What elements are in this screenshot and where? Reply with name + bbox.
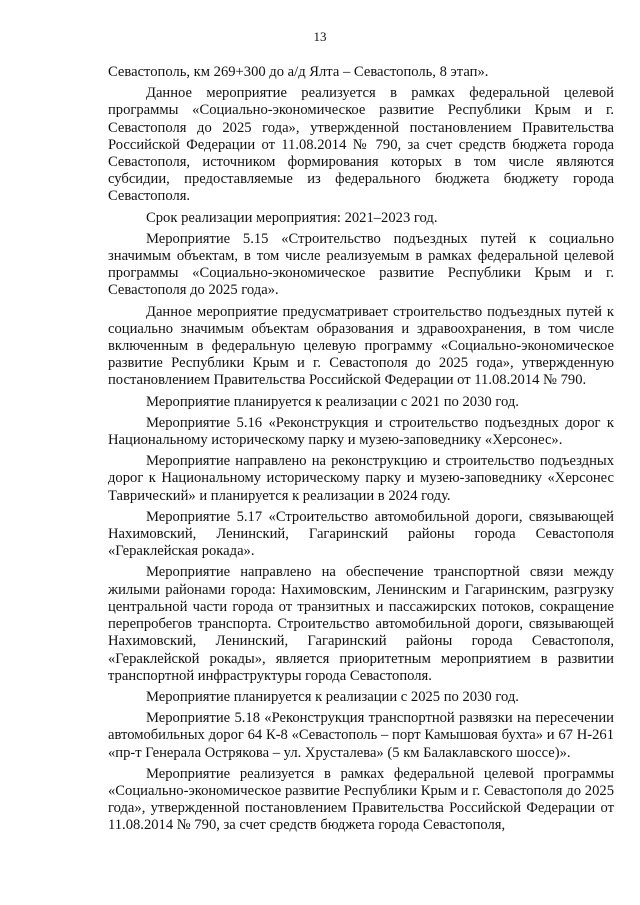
paragraph: Мероприятие 5.15 «Строительство подъездных путей к социально значимым объектам, в том числе реализуемым в рамках федеральной целевой программы «Социально-экономическое развитие Республики Крым и г. Севастополя до 2025 года».	[108, 230, 614, 299]
paragraph: Мероприятие направлено на обеспечение транспортной связи между жилыми районами города: Нахимовским, Ленинским и Гагаринским, разгрузку центральной части города от транзитных и пассажирских потоков, сокращение перепробегов транспорта. Строительство автомобильной дороги, связывающей Нахимовский, Ленинский, Гагаринский районы города Севастополя, «Гераклейской рокады», является приоритетным мероприятием в развитии транспортной инфраструктуры города Севастополя.	[108, 564, 614, 684]
paragraph: Севастополь, км 269+300 до а/д Ялта – Севастополь, 8 этап».	[108, 64, 489, 80]
paragraph: Мероприятие реализуется в рамках федеральной целевой программы «Социально-экономическое развитие Республики Крым и г. Севастополя до 2025 года», утвержденной постановлением Правительства Российской Федерации от 11.08.2014 № 790, за счет средств бюджета города Севастополя,	[108, 765, 614, 834]
paragraph: Срок реализации мероприятия: 2021–2023 год.	[146, 209, 438, 226]
paragraph: Мероприятие 5.16 «Реконструкция и строительство подъездных дорог к Национальному историческому парку и музею-заповеднику «Херсонес».	[108, 414, 614, 449]
paragraph: Данное мероприятие предусматривает строительство подъездных путей к социально значимым объектам образования и здравоохранения, в том числе включенным в федеральную целевую программу «Социально-экономическое развитие Республики Крым и г. Севастополя до 2025 года», утвержденную постановлением Правительства Российской Федерации от 11.08.2014 № 790.	[108, 303, 614, 389]
paragraph: Мероприятие 5.18 «Реконструкция транспортной развязки на пересечении автомобильных дорог 64 К-8 «Севастополь – порт Камышовая бухта» и 67 Н-261 «пр-т Генерала Острякова – ул. Хрусталева» (5 км Балаклавского шоссе)».	[108, 710, 614, 761]
page-number: 13	[313, 29, 327, 44]
document-body	[108, 64, 614, 839]
paragraph: Мероприятие планируется к реализации с 2025 по 2030 год.	[146, 688, 519, 705]
paragraph: Мероприятие планируется к реализации с 2021 по 2030 год.	[146, 393, 519, 410]
paragraph: Мероприятие направлено на реконструкцию и строительство подъездных дорог к Национальному историческому парку и музею-заповеднику «Херсонес Таврический» и планируется к реализации в 2024 году.	[108, 453, 614, 504]
paragraph: Данное мероприятие реализуется в рамках федеральной целевой программы «Социально-экономическое развитие Республики Крым и г. Севастополя до 2025 года», утвержденной постановлением Правительства Российской Федерации от 11.08.2014 № 790, за счет средств бюджета города Севастополя, источником формирования которых в том числе являются субсидии, предоставляемые из федерального бюджета бюджету города Севастополя.	[108, 85, 614, 205]
paragraph: Мероприятие 5.17 «Строительство автомобильной дороги, связывающей Нахимовский, Ленинский, Гагаринский районы города Севастополя «Гераклейская рокада».	[108, 508, 614, 560]
